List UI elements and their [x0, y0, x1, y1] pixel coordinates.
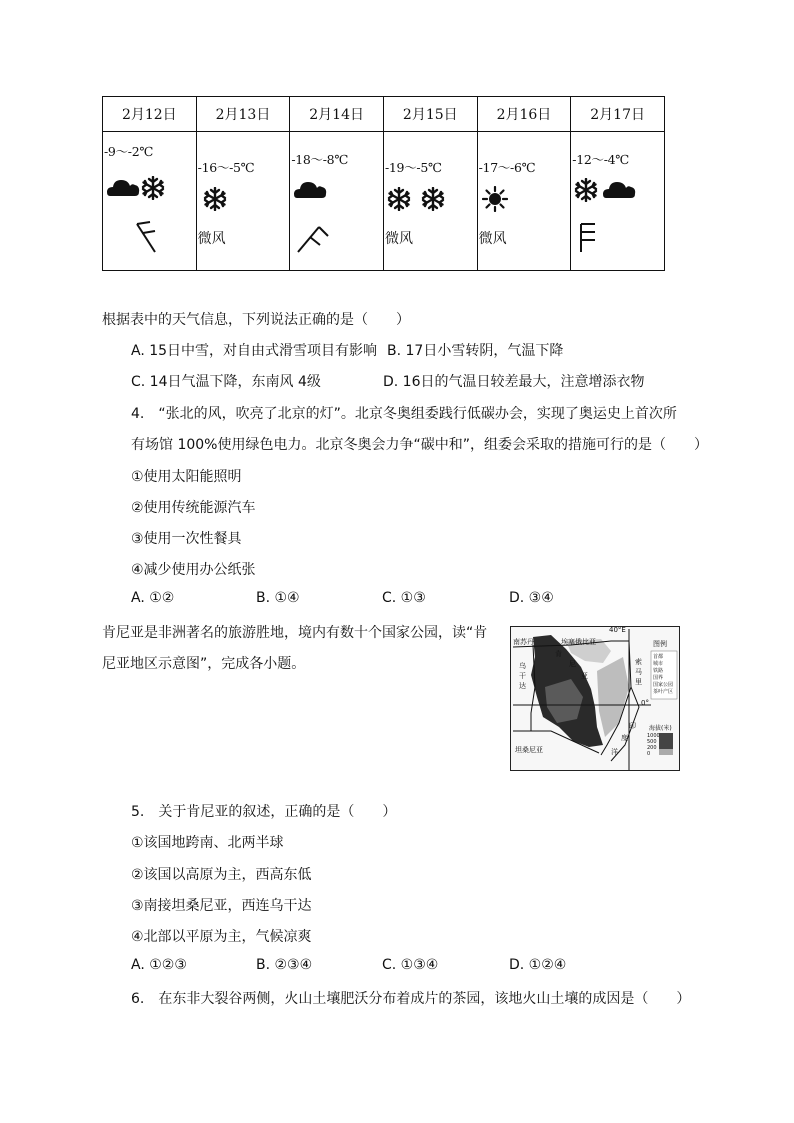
- elevation-value: 0: [647, 751, 651, 757]
- q4-item-1: ①使用太阳能照明: [131, 469, 242, 485]
- elevation-value: 500: [647, 739, 657, 745]
- legend-item: 铁路: [653, 668, 664, 674]
- q3-option-b: B. 17日小雪转阴，气温下降: [387, 343, 564, 359]
- legend-item: 首都: [653, 654, 664, 660]
- snowflake-icon: [387, 187, 411, 211]
- q5-option-d: D. ①②④: [509, 957, 567, 973]
- wind-barb-icon: [577, 222, 599, 254]
- map-label: 干: [519, 672, 526, 680]
- snowflake-icon: [421, 187, 445, 211]
- q4-item-3: ③使用一次性餐具: [131, 531, 242, 547]
- weather-cell: [290, 132, 384, 271]
- map-label: 印: [629, 722, 636, 730]
- weather-cell: [383, 132, 477, 271]
- q4-item-2: ②使用传统能源汽车: [131, 500, 256, 516]
- map-label: 马: [635, 668, 642, 676]
- elevation-value: 200: [647, 745, 657, 751]
- map-label: 埃塞俄比亚: [561, 638, 596, 646]
- kenya-map: [510, 626, 680, 771]
- temperature-range: -17～-6℃: [478, 160, 536, 175]
- weather-cell: [196, 132, 290, 271]
- sun-icon: [482, 186, 508, 212]
- map-label: 洋: [611, 748, 618, 756]
- snowflake-icon: [141, 176, 165, 200]
- legend-item: 国家公园: [653, 682, 674, 688]
- q4-item-4: ④减少使用办公纸张: [131, 562, 256, 578]
- q4-option-d: D. ③④: [509, 590, 554, 606]
- map-label: 南苏丹: [513, 638, 534, 646]
- map-label: 乌: [519, 662, 526, 670]
- map-label: 0°: [641, 699, 649, 707]
- q5-item-1: ①该国地跨南、北两半球: [131, 835, 284, 851]
- weather-table: [102, 96, 665, 271]
- q4-option-c: C. ①③: [382, 590, 426, 606]
- map-label: 坦桑尼亚: [515, 746, 543, 754]
- q4-option-a: A. ①②: [131, 590, 175, 606]
- q6-stem: 6. 在东非大裂谷两侧，火山土壤肥沃分布着成片的茶园，该地火山土壤的成因是（ ）: [131, 991, 691, 1007]
- map-label: 达: [519, 682, 526, 690]
- map-label: 亚: [581, 672, 588, 680]
- date-cell: 2月14日: [290, 97, 384, 132]
- legend-item: 国界: [653, 675, 664, 681]
- map-label: 度: [621, 734, 628, 742]
- q4-stem-line1: 4. “张北的风，吹亮了北京的灯”。北京冬奥组委践行低碳办会，实现了奥运史上首次所: [131, 406, 677, 422]
- temperature-range: -16～-5℃: [197, 160, 255, 175]
- elevation-title: 海拔(米): [649, 725, 672, 732]
- wind-barb-icon: [133, 220, 161, 256]
- wind-label: 微风: [384, 231, 413, 247]
- snowflake-icon: [203, 187, 227, 211]
- q5-item-4: ④北部以平原为主，气候凉爽: [131, 929, 312, 945]
- q3-option-c: C. 14日气温下降，东南风 4级: [131, 374, 321, 390]
- q4-stem-line2: 有场馆 100%使用绿色电力。北京冬奥会力争“碳中和”，组委会采取的措施可行的是（ ）: [131, 437, 708, 453]
- date-cell: 2月12日: [103, 97, 197, 132]
- date-cell: 2月17日: [571, 97, 665, 132]
- kenya-intro-line1: 肯尼亚是非洲著名的旅游胜地，境内有数十个国家公园，读“肯: [102, 625, 488, 641]
- q4-option-b: B. ①④: [256, 590, 300, 606]
- date-cell: 2月15日: [383, 97, 477, 132]
- wind-barb-icon: [295, 224, 331, 254]
- q5-option-c: C. ①③④: [382, 957, 439, 973]
- cloud-icon: [107, 174, 141, 200]
- date-cell: 2月16日: [477, 97, 571, 132]
- q5-item-3: ③南接坦桑尼亚，西连乌干达: [131, 898, 312, 914]
- kenya-intro-line2: 尼亚地区示意图”，完成各小题。: [102, 656, 306, 672]
- q5-option-b: B. ②③④: [256, 957, 313, 973]
- q5-stem: 5. 关于肯尼亚的叙述，正确的是（ ）: [131, 804, 397, 820]
- temperature-range: -19～-5℃: [384, 160, 442, 175]
- temperature-range: -18～-8℃: [291, 152, 349, 167]
- temperature-range: -12～-4℃: [572, 152, 629, 167]
- q3-option-a: A. 15日中雪，对自由式滑雪项目有影响: [131, 343, 378, 359]
- weather-cell: [571, 132, 665, 271]
- cloud-icon: [294, 176, 328, 202]
- map-label: 里: [635, 678, 642, 686]
- date-cell: 2月13日: [196, 97, 290, 132]
- map-label: 肯: [555, 650, 562, 658]
- q3-option-d: D. 16日的气温日较差最大，注意增添衣物: [383, 374, 645, 390]
- snowflake-icon: [574, 178, 598, 202]
- elevation-value: 1000: [647, 733, 660, 739]
- weather-cell: [477, 132, 571, 271]
- cloud-icon: [603, 176, 637, 202]
- map-label: 索: [635, 658, 642, 666]
- legend-item: 茶叶产区: [653, 689, 674, 695]
- map-label: 尼: [569, 660, 576, 668]
- wind-label: 微风: [197, 231, 226, 247]
- temperature-range: -9～-2℃: [104, 144, 154, 159]
- legend-title: 图例: [653, 640, 667, 648]
- wind-label: 微风: [478, 231, 507, 247]
- map-label: 40°E: [609, 626, 626, 634]
- weather-cell: [103, 132, 197, 271]
- q3-stem: 根据表中的天气信息，下列说法正确的是（ ）: [102, 312, 410, 328]
- q5-item-2: ②该国以高原为主，西高东低: [131, 867, 312, 883]
- q5-option-a: A. ①②③: [131, 957, 187, 973]
- legend-item: 城市: [653, 661, 664, 667]
